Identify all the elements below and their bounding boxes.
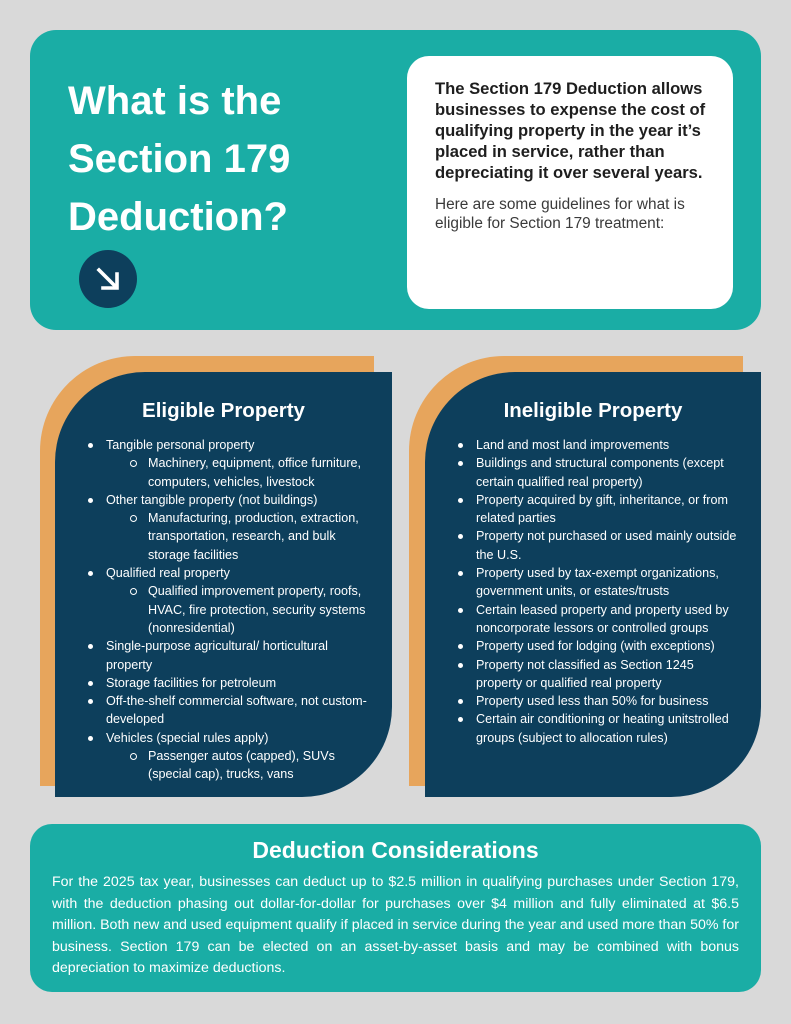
- list-item: [458, 564, 743, 601]
- list-item: [88, 729, 374, 784]
- list-item-text: Land and most land improvements: [476, 438, 670, 452]
- list-item-text: Other tangible property (not buildings): [106, 492, 318, 507]
- list-item: [458, 710, 743, 747]
- considerations-title: Deduction Considerations: [252, 837, 539, 863]
- ineligible-list: [425, 436, 761, 747]
- list-item-text: Storage facilities for petroleum: [106, 675, 277, 690]
- list-item-text: Property used less than 50% for business: [476, 694, 709, 709]
- sub-list-item: Qualified improvement property, roofs, HVAC, fire protection, security systems (nonresidential): [130, 582, 374, 637]
- list-item: [88, 436, 374, 491]
- list-item-text: Buildings and structural components (except certain qualified real property): [476, 456, 724, 489]
- eligible-list: [55, 436, 392, 784]
- list-item-text: Certain leased property and property used by noncorporate lessors or controlled groups: [476, 602, 729, 635]
- considerations-text: For the 2025 tax year, businesses can deduct up to $2.5 million in qualifying purchases under Section 179, with the deduction phasing out dollar-for-dollar for purchases over $4 million and fully eliminated at $6.5 million. Both new and used equipment qualify if placed in service during the year and used more than 50% for business. Section 179 can be elected on an asset-by-asset basis and may be combined with bonus depreciation to maximize deductions.: [52, 874, 739, 976]
- eligible-panel: [55, 372, 392, 797]
- list-item-text: Single-purpose agricultural/ horticultural property: [106, 639, 328, 672]
- list-item: [458, 692, 743, 710]
- list-item: [88, 637, 374, 674]
- ineligible-title: Ineligible Property: [503, 399, 683, 422]
- list-item: [458, 436, 743, 454]
- list-item-text: Property not purchased or used mainly outside the U.S.: [476, 529, 737, 562]
- eligible-title: Eligible Property: [142, 399, 305, 422]
- intro-card: [407, 56, 733, 309]
- list-item: [458, 637, 743, 655]
- sub-list: [106, 454, 374, 491]
- arrow-down-right-icon: [79, 250, 137, 308]
- list-item: [88, 564, 374, 637]
- sub-list: [106, 509, 374, 564]
- sub-list: [106, 747, 374, 784]
- ineligible-panel: [425, 372, 761, 797]
- list-item: [458, 454, 743, 491]
- list-item-text: Property used by tax-exempt organizations, government units, or estates/trusts: [476, 566, 719, 599]
- list-item: [88, 674, 374, 692]
- list-item-text: Off-the-shelf commercial software, not custom-developed: [106, 694, 367, 727]
- list-item: [458, 601, 743, 638]
- list-item-text: Property not classified as Section 1245 property or qualified real property: [476, 657, 694, 690]
- arrow-down-right-glyph: [95, 266, 121, 292]
- list-item: [458, 491, 743, 528]
- intro-lead: The Section 179 Deduction allows businesses to expense the cost of qualifying property in the year it’s placed in service, rather than depreciating it over several years.: [435, 79, 706, 182]
- list-item-text: Vehicles (special rules apply): [106, 730, 269, 745]
- list-item-text: Qualified real property: [106, 566, 230, 581]
- list-item-text: Property acquired by gift, inheritance, or from related parties: [476, 492, 728, 526]
- list-item: [88, 692, 374, 729]
- page-title: What is the Section 179 Deduction?: [68, 79, 291, 239]
- sub-list: [106, 582, 374, 637]
- sub-list-item: Passenger autos (capped), SUVs (special cap), trucks, vans: [130, 747, 374, 784]
- sub-list-item: Manufacturing, production, extraction, transportation, research, and bulk storage facilities: [130, 509, 374, 564]
- list-item: [88, 491, 374, 564]
- header-panel: [30, 30, 761, 330]
- list-item-text: Tangible personal property: [106, 438, 255, 452]
- list-item: [458, 656, 743, 693]
- list-item-text: Property used for lodging (with exceptions): [476, 639, 715, 654]
- list-item-text: Certain air conditioning or heating unitstrolled groups (subject to allocation rules): [476, 712, 729, 745]
- intro-subtext: Here are some guidelines for what is eligible for Section 179 treatment:: [435, 196, 685, 232]
- list-item: [458, 527, 743, 564]
- sub-list-item: Machinery, equipment, office furniture, computers, vehicles, livestock: [130, 454, 374, 491]
- considerations-panel: [30, 824, 761, 992]
